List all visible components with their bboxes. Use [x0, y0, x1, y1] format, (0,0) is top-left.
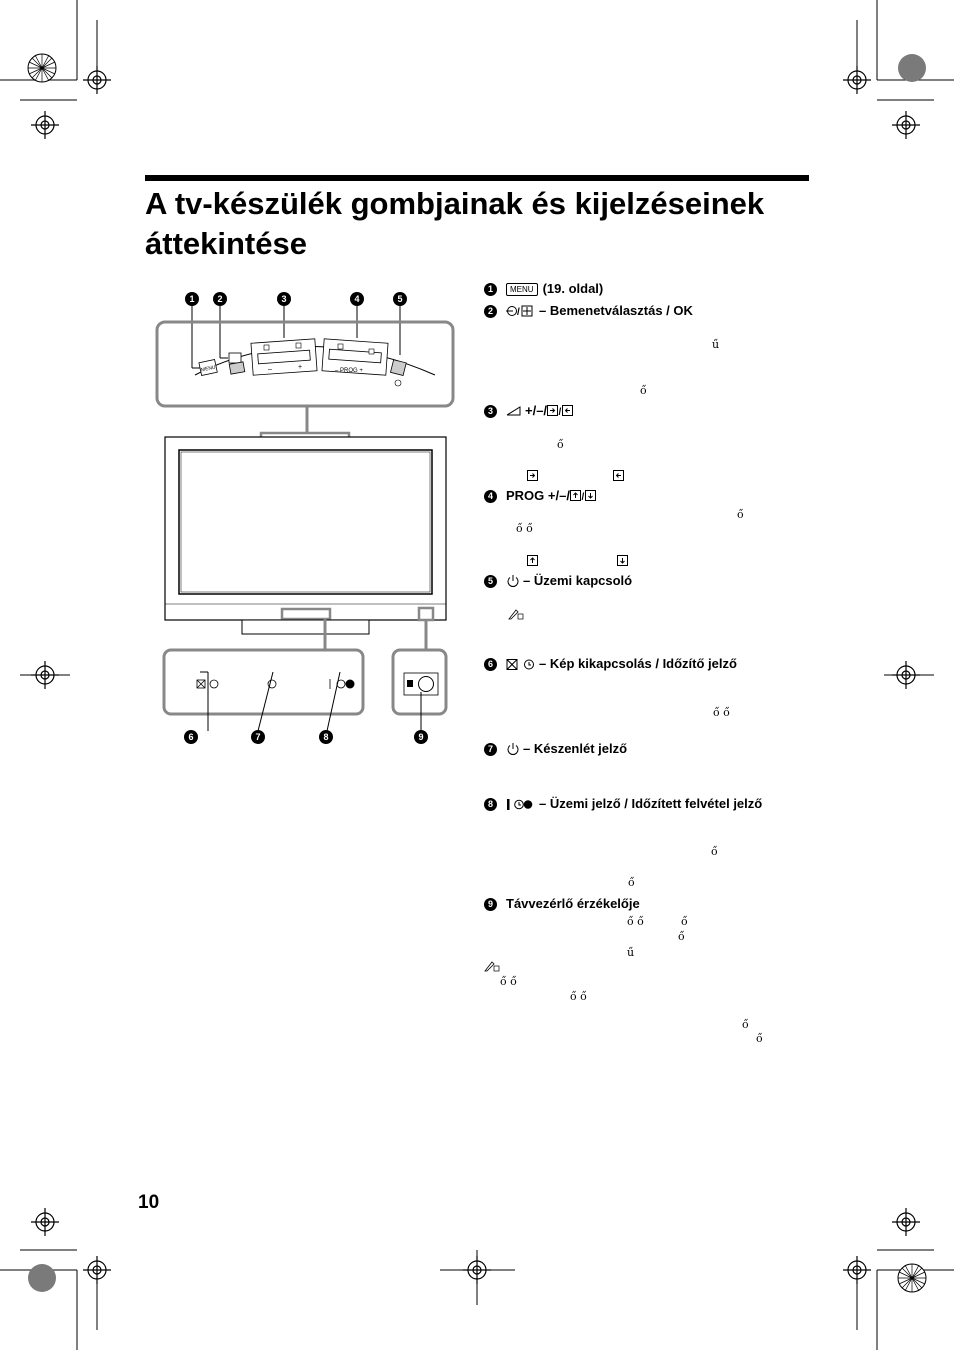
menu-key-icon: MENU — [506, 283, 538, 296]
standby-icon — [506, 742, 520, 756]
item-number: 9 — [484, 898, 497, 911]
tv-screen — [179, 450, 432, 594]
svg-text:– PROG +: – PROG + — [335, 368, 363, 374]
note-icon — [484, 960, 500, 972]
item-9 — [484, 895, 814, 913]
text-fragment: ő — [737, 508, 744, 521]
callout-4 — [350, 292, 364, 306]
item-label: PROG +/–/ — [506, 488, 570, 503]
item-number: 3 — [484, 405, 497, 418]
callout-2 — [213, 292, 227, 306]
page-title-line-1: A tv-készülék gombjainak és kijelzéseinek — [145, 186, 765, 221]
text-fragment: ű — [712, 338, 720, 351]
item-number: 5 — [484, 575, 497, 588]
svg-text:+: + — [298, 364, 303, 371]
page-title-line-2: áttekintése — [145, 226, 307, 261]
item-3 — [484, 402, 814, 420]
svg-text:/: / — [558, 407, 562, 417]
item-label: – Üzemi jelző / Időzített felvétel jelző — [539, 796, 763, 811]
text-fragment: ő — [557, 438, 564, 451]
svg-text:/: / — [581, 492, 585, 502]
svg-text:6: 6 — [188, 732, 194, 742]
picture-off-timer-icon — [506, 658, 536, 671]
callout-6 — [184, 730, 198, 744]
callout-3 — [277, 292, 291, 306]
svg-text:/: / — [517, 307, 520, 317]
menu-button-drawing — [199, 359, 217, 375]
item-label: – Készenlét jelző — [523, 741, 628, 756]
text-fragment: ő ő — [516, 522, 533, 535]
volume-icon — [506, 405, 522, 417]
text-fragment: ő — [742, 1018, 749, 1031]
svg-text:3: 3 — [281, 294, 287, 304]
note-icon — [508, 608, 524, 620]
item-number: 8 — [484, 798, 497, 811]
input-ok-icon — [506, 305, 536, 317]
text-fragment: ő — [678, 930, 685, 943]
callout-8 — [319, 730, 333, 744]
item-label: – Bemenetválasztás / OK — [539, 303, 693, 318]
svg-text:8: 8 — [323, 732, 329, 742]
svg-text:9: 9 — [418, 732, 424, 742]
text-fragment: ő ő — [570, 990, 587, 1003]
power-icon — [506, 574, 520, 588]
item-5 — [484, 572, 814, 590]
text-fragment: ő — [756, 1032, 763, 1045]
tv-diagram — [150, 285, 460, 755]
svg-text:5: 5 — [397, 294, 403, 304]
callout-7 — [251, 730, 265, 744]
svg-text:–: – — [268, 366, 272, 373]
text-fragment: ő — [711, 845, 718, 858]
callout-5 — [393, 292, 407, 306]
up-down-arrows-icon — [570, 490, 596, 502]
item-7 — [484, 740, 814, 758]
power-timer-rec-icon — [506, 798, 536, 811]
item-6 — [484, 655, 814, 673]
text-fragment: ő — [681, 915, 688, 928]
item-number: 7 — [484, 743, 497, 756]
item-label: +/–/ — [525, 403, 548, 418]
text-fragment: ő ő — [627, 915, 644, 928]
page-number: 10 — [138, 1192, 160, 1213]
up-arrow-icon — [527, 555, 538, 566]
left-right-arrows-icon — [547, 405, 573, 417]
svg-text:1: 1 — [189, 294, 195, 304]
item-label: (19. oldal) — [542, 281, 604, 296]
page-title — [145, 184, 825, 264]
item-number: 1 — [484, 283, 497, 296]
right-arrow-icon — [527, 470, 538, 481]
left-arrow-icon — [613, 470, 624, 481]
svg-text:4: 4 — [354, 294, 360, 304]
callout-9 — [414, 730, 428, 744]
title-rule — [145, 175, 809, 181]
text-fragment: ő — [628, 876, 635, 889]
item-label: Távvezérlő érzékelője — [506, 896, 640, 911]
item-8 — [484, 795, 814, 813]
item-number: 4 — [484, 490, 497, 503]
down-arrow-icon — [617, 555, 628, 566]
item-1 — [484, 280, 814, 298]
svg-text:MENU: MENU — [200, 364, 217, 374]
item-label: – Üzemi kapcsoló — [523, 573, 633, 588]
item-number: 2 — [484, 305, 497, 318]
item-number: 6 — [484, 658, 497, 671]
item-label: – Kép kikapcsolás / Időzítő jelző — [539, 656, 737, 671]
item-4 — [484, 487, 814, 505]
callout-1 — [185, 292, 199, 306]
text-fragment: ő — [640, 384, 647, 397]
text-fragment: ő ő — [713, 706, 730, 719]
text-fragment: ő ő — [500, 975, 517, 988]
item-2 — [484, 302, 814, 320]
svg-text:2: 2 — [217, 294, 223, 304]
svg-text:7: 7 — [255, 732, 261, 742]
text-fragment: ű — [627, 946, 635, 959]
